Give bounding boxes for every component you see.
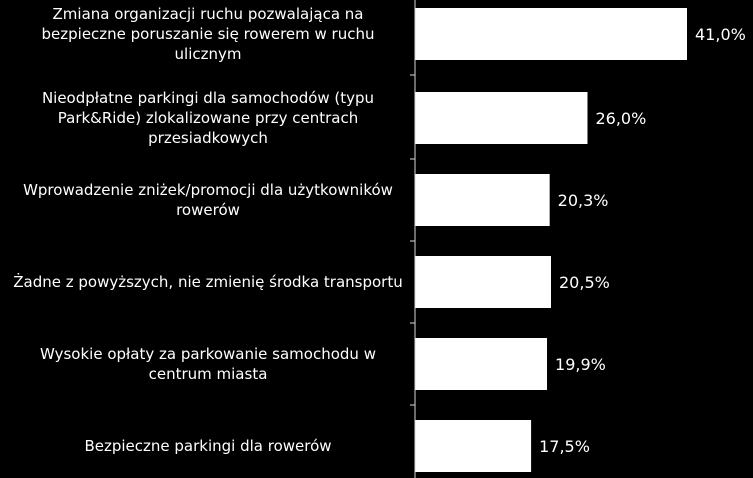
category-label — [13, 272, 402, 291]
category-label-line: Zmiana organizacji ruchu pozwalająca na — [52, 5, 364, 23]
bar — [415, 338, 547, 390]
category-label-line: Bezpieczne parkingi dla rowerów — [84, 437, 332, 455]
data-label: 20,3% — [557, 191, 609, 210]
category-label-line: Wysokie opłaty za parkowanie samochodu w — [40, 345, 376, 363]
bar — [415, 256, 551, 308]
category-label-line: Park&Ride) zlokalizowane przy centrach — [57, 109, 359, 127]
category-label-line: Żadne z powyższych, nie zmienię środka transportu — [13, 273, 403, 291]
bar — [415, 174, 550, 226]
data-label: 26,0% — [595, 109, 647, 128]
bar — [415, 92, 587, 144]
data-label: 20,5% — [559, 273, 610, 292]
category-label — [84, 437, 331, 455]
category-label-line: Nieodpłatne parkingi dla samochodów (typu — [41, 89, 375, 107]
data-label: 19,9% — [555, 355, 606, 374]
bar — [415, 8, 687, 60]
category-label-line: ulicznym — [174, 45, 242, 63]
category-label-line: bezpieczne poruszanie się rowerem w ruchu — [41, 25, 375, 43]
category-label-line: rowerów — [176, 201, 240, 219]
category-label-line: Wprowadzenie zniżek/promocji dla użytkowników — [23, 181, 393, 199]
data-label: 41,0% — [695, 25, 746, 44]
bar — [415, 420, 531, 472]
data-label: 17,5% — [539, 437, 590, 456]
category-label-line: centrum miasta — [148, 365, 268, 383]
category-label-line: przesiadkowych — [148, 129, 268, 147]
